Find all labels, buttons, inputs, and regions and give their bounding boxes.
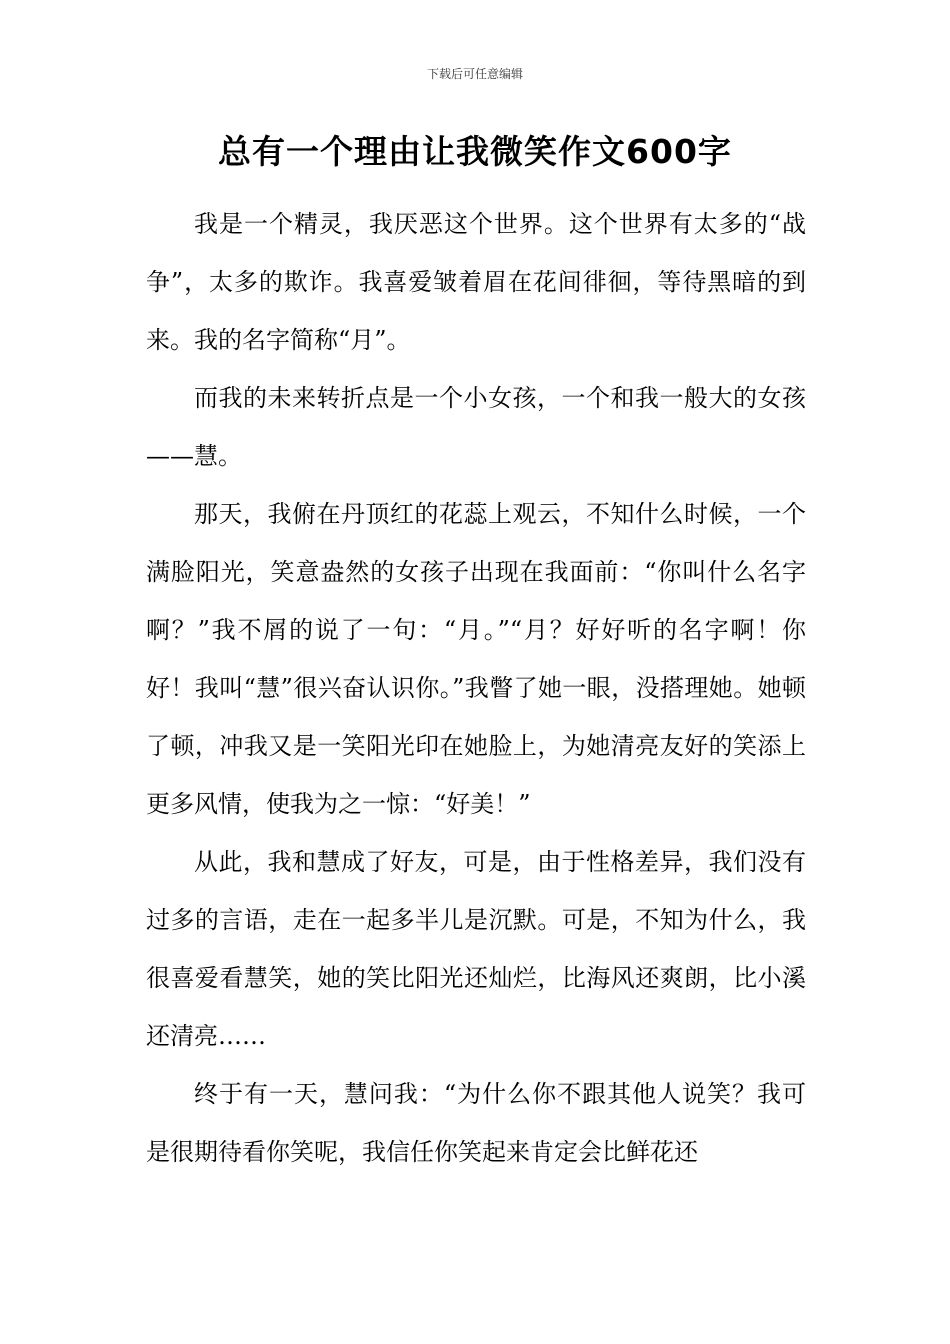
paragraph: 终于有一天，慧问我：“为什么你不跟其他人说笑？我可是很期待看你笑呢，我信任你笑起来肯定会比鲜花还 [146, 1080, 806, 1166]
paragraph: 那天，我俯在丹顶红的花蕊上观云，不知什么时候，一个满脸阳光，笑意盎然的女孩子出现在我面前：“你叫什么名字啊？”我不屑的说了一句：“月。”“月？好好听的名字啊！你好！我叫“慧”很兴奋认识你。”我瞥了她一眼，没搭理她。她顿了顿，冲我又是一笑阳光印在她脸上，为她清亮友好的笑添上更多风情，使我为之一惊：“好美！” [146, 500, 806, 818]
paragraph: 而我的未来转折点是一个小女孩，一个和我一般大的女孩——慧。 [146, 384, 806, 470]
document-body [146, 195, 806, 1181]
header-note: 下载后可任意编辑 [426, 67, 523, 81]
document-title: 总有一个理由让我微笑作文600字 [218, 132, 732, 171]
paragraph: 我是一个精灵，我厌恶这个世界。这个世界有太多的“战争”，太多的欺诈。我喜爱皱着眉在花间徘徊，等待黑暗的到来。我的名字简称“月”。 [146, 210, 806, 354]
paragraph: 从此，我和慧成了好友，可是，由于性格差异，我们没有过多的言语，走在一起多半儿是沉默。可是，不知为什么，我很喜爱看慧笑，她的笑比阳光还灿烂，比海风还爽朗，比小溪还清亮…… [146, 848, 806, 1050]
